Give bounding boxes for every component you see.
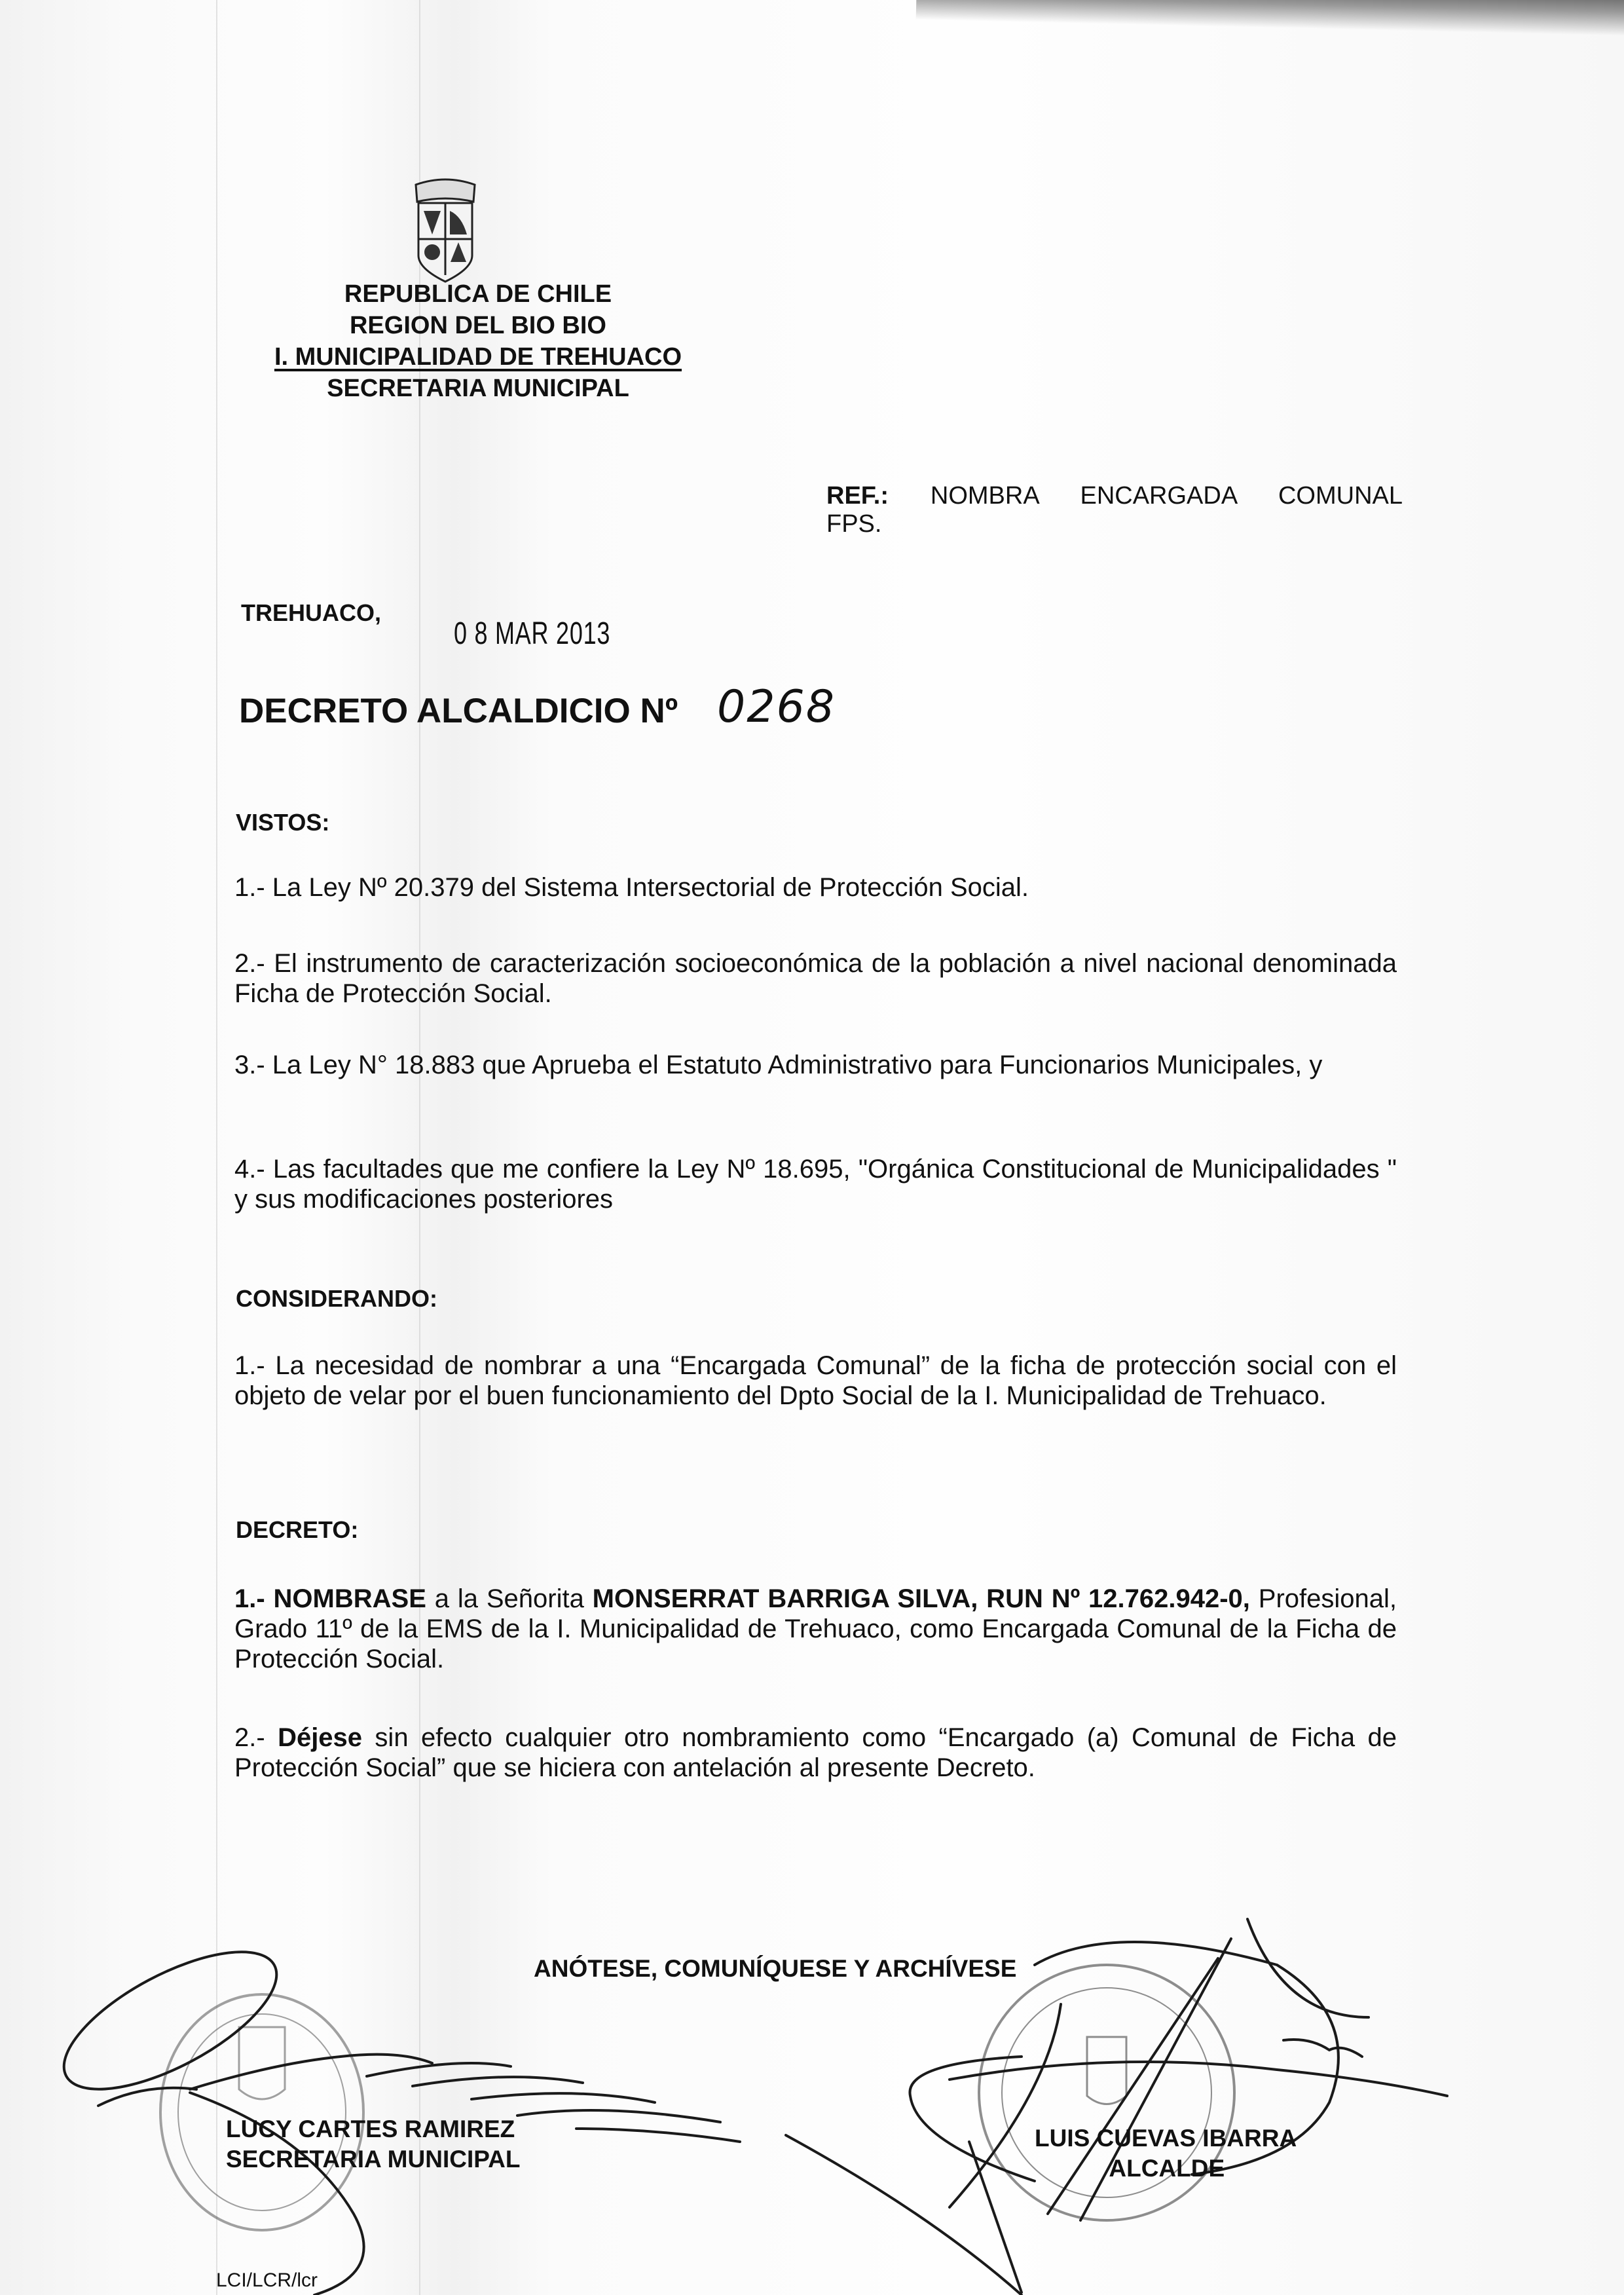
date-stamp: 0 8 MAR 2013 (454, 616, 611, 651)
reference-text: NOMBRA ENCARGADA COMUNAL (930, 482, 1403, 510)
item-number: 1.- (234, 1584, 274, 1613)
letterhead-region: REGION DEL BIO BIO (349, 312, 606, 339)
reference-initials: LCI/LCR/lcr (216, 2269, 318, 2291)
decree-title: DECRETO ALCALDICIO Nº (239, 692, 678, 730)
appointee-name: MONSERRAT BARRIGA SILVA, RUN Nº 12.762.942-0, (592, 1584, 1250, 1613)
vistos-heading: VISTOS: (236, 809, 330, 836)
place: TREHUACO, (241, 599, 381, 626)
reference-label: REF.: (826, 482, 889, 510)
mayor-signature-block (1035, 2123, 1297, 2184)
secretary-signature-block (226, 2114, 520, 2174)
vistos-item: 4.- Las facultades que me confiere la Ley Nº 18.695, "Orgánica Constitucional de Municipalidades " y sus modificaciones posteriores (234, 1155, 1397, 1214)
vistos-item: 3.- La Ley N° 18.883 que Aprueba el Estatuto Administrativo para Funcionarios Municipales, y (234, 1051, 1323, 1079)
considerando-item: 1.- La necesidad de nombrar a una “Encargada Comunal” de la ficha de protección social con el objeto de velar por el buen funcionamiento del Dpto Social de la I. Municipalidad de Trehuaco. (234, 1351, 1397, 1410)
item-text: Profesional, Grado 11º de la EMS de la I. Municipalidad de Trehuaco, como Encargada Comunal de la Ficha de Protección Social. (234, 1584, 1397, 1673)
item-text: sin efecto cualquier otro nombramiento como “Encargado (a) Comunal de Ficha de Protección Social” que se hiciera con antelación al presente Decreto. (234, 1723, 1397, 1782)
letterhead-country: REPUBLICA DE CHILE (344, 280, 612, 308)
closing-formula: ANÓTESE, COMUNÍQUESE Y ARCHÍVESE (534, 1955, 1017, 1982)
letterhead-municipality: I. MUNICIPALIDAD DE TREHUACO (274, 343, 682, 371)
mayor-title: ALCALDE (1109, 2155, 1225, 2182)
secretary-title: SECRETARIA MUNICIPAL (226, 2146, 521, 2173)
reference-line-2: FPS. (826, 510, 882, 538)
letterhead-office: SECRETARIA MUNICIPAL (327, 375, 629, 402)
secretary-seal-icon (160, 1994, 363, 2230)
item-verb: Déjese (278, 1723, 363, 1752)
decreto-heading: DECRETO: (236, 1516, 359, 1543)
decree-number-handwritten: 0268 (717, 681, 836, 733)
mayor-name: LUIS CUEVAS IBARRA (1035, 2125, 1297, 2152)
item-verb: NOMBRASE (273, 1584, 426, 1613)
secretary-signature (45, 1925, 740, 2295)
item-text: a la Señorita (426, 1584, 593, 1613)
vistos-item: 1.- La Ley Nº 20.379 del Sistema Intersectorial de Protección Social. (234, 873, 1029, 902)
mayor-signature (786, 1919, 1447, 2295)
item-number: 2.- (234, 1723, 278, 1752)
considerando-heading: CONSIDERANDO: (236, 1285, 438, 1312)
secretary-name: LUCY CARTES RAMIREZ (226, 2116, 515, 2142)
vistos-item: 2.- El instrumento de caracterización socioeconómica de la población a nivel nacional denominada Ficha de Protección Social. (234, 949, 1397, 1008)
